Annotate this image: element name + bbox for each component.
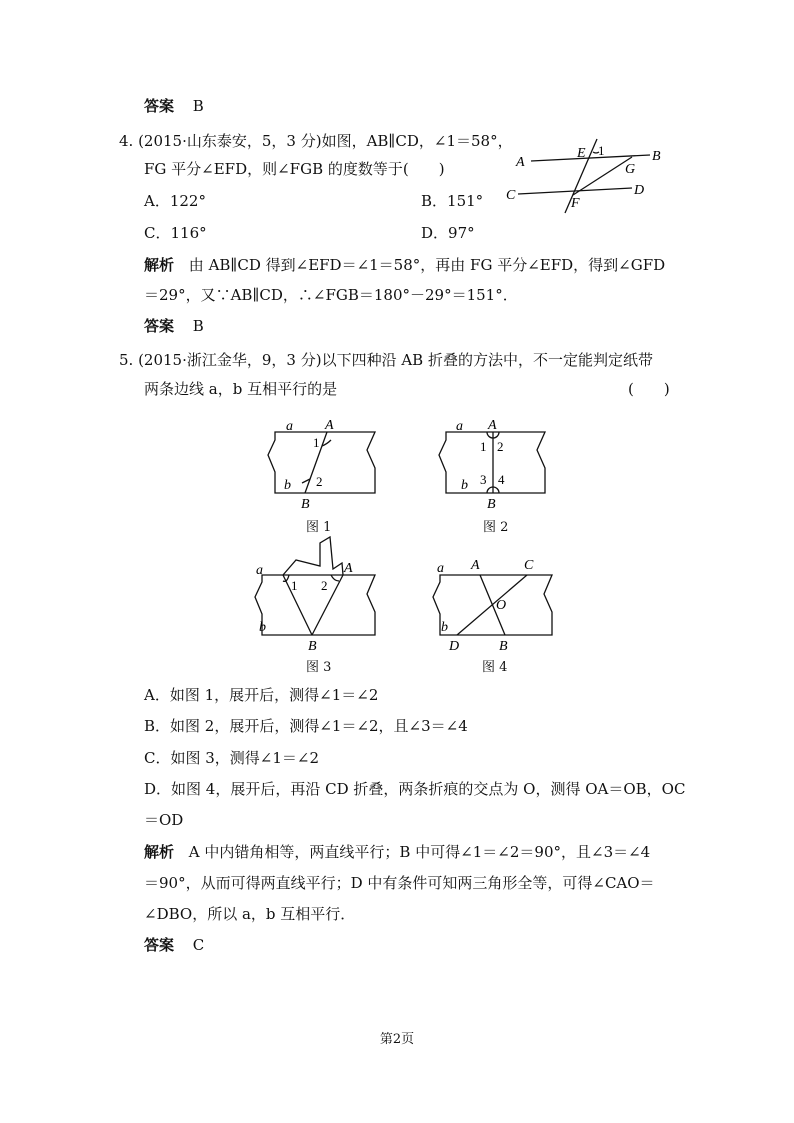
option-b: B．151°: [421, 192, 484, 210]
label-a: A: [325, 418, 334, 433]
label-d: D: [449, 639, 460, 654]
angle-2: 2: [321, 578, 328, 593]
question-5-line-2: 两条边线 a，b 互相平行的是: [144, 380, 338, 398]
angle-1-arc: [593, 152, 599, 153]
edge-a: a: [256, 563, 263, 578]
page-number: 第2页: [379, 1032, 415, 1047]
edge-a: a: [456, 419, 463, 434]
answer-label: 答案: [144, 317, 175, 335]
folded-flap: [283, 537, 343, 575]
analysis-2-line-2: ＝90°，从而可得两直线平行；D 中有条件可知两三角形全等，可得∠CAO＝: [144, 874, 655, 892]
answer-value: C: [192, 936, 205, 954]
line-ab: [531, 155, 650, 161]
line-fg: [573, 157, 632, 195]
option-5d-line-1: D．如图 4，展开后，再沿 CD 折叠，两条折痕的交点为 O，测得 OA＝OB，OC: [144, 780, 686, 798]
answer-label: 答案: [144, 936, 175, 954]
angle-2: 2: [316, 474, 323, 489]
label-g: G: [625, 162, 636, 177]
edge-b: b: [259, 620, 266, 635]
label-c: C: [506, 188, 516, 203]
label-e: E: [577, 146, 586, 161]
label-a: A: [516, 155, 525, 170]
option-5c: C．如图 3，测得∠1＝∠2: [144, 749, 320, 767]
question-5-line-1: 5. (2015·浙江金华，9，3 分)以下四种沿 AB 折叠的方法中，不一定能判定纸带: [119, 351, 653, 369]
analysis-text: A 中内错角相等，两直线平行；B 中可得∠1＝∠2＝90°，且∠3＝∠4: [188, 843, 651, 861]
line-ef: [565, 139, 597, 213]
edge-b: b: [461, 478, 468, 493]
analysis-line-1: [144, 255, 665, 275]
label-a: A: [471, 558, 480, 573]
option-row-1: [144, 191, 206, 211]
fold-ab: [480, 575, 505, 635]
label-b: B: [308, 639, 317, 654]
angle-4: 4: [498, 472, 505, 487]
edge-a: a: [437, 561, 444, 576]
analysis-2-line-1: [144, 842, 650, 862]
angle-3: 3: [480, 472, 487, 487]
strip-outline: [268, 432, 375, 493]
option-5d-line-2: ＝OD: [144, 811, 184, 829]
label-a: A: [344, 561, 353, 576]
right-angle-arc: [487, 432, 499, 438]
label-o: O: [496, 598, 507, 613]
figure-1-caption: 图 1: [306, 520, 332, 535]
question-4-line-2: FG 平分∠EFD，则∠FGB 的度数等于( ): [144, 160, 445, 178]
angle-arc: [283, 575, 289, 581]
answer-line-2: [144, 316, 204, 336]
analysis-line-2: ＝29°，又∵AB∥CD，∴∠FGB＝180°－29°＝151°．: [144, 286, 518, 304]
question-5-bracket: ( ): [628, 380, 670, 398]
label-angle-1: 1: [598, 143, 605, 158]
fold-left: [283, 575, 312, 635]
edge-a: a: [286, 419, 293, 434]
answer-label: 答案: [144, 97, 175, 115]
strip-outline: [439, 432, 545, 493]
angle-arc: [331, 575, 339, 581]
strip-outline: [433, 575, 552, 635]
question-4-line-1: 4. (2015·山东泰安，5，3 分)如图，AB∥CD，∠1＝58°，: [119, 132, 513, 150]
edge-b: b: [284, 478, 291, 493]
answer-value: B: [192, 97, 204, 115]
analysis-label: 解析: [144, 843, 175, 861]
analysis-text: 由 AB∥CD 得到∠EFD＝∠1＝58°，再由 FG 平分∠EFD，得到∠GFD: [188, 256, 666, 274]
label-f: F: [571, 196, 580, 211]
angle-arc: [322, 440, 331, 446]
option-5a: A．如图 1，展开后，测得∠1＝∠2: [144, 686, 379, 704]
label-c: C: [524, 558, 534, 573]
label-b: B: [487, 497, 496, 512]
option-5b: B．如图 2，展开后，测得∠1＝∠2，且∠3＝∠4: [144, 717, 468, 735]
angle-1: 1: [313, 435, 320, 450]
analysis-2-line-3: ∠DBO，所以 a，b 互相平行．: [144, 905, 356, 923]
figure-2-caption: 图 2: [483, 520, 509, 535]
label-d: D: [634, 183, 645, 198]
option-a: A．122°: [144, 192, 206, 210]
option-d: D．97°: [421, 224, 475, 242]
label-b: B: [652, 149, 661, 164]
angle-2: 2: [497, 439, 504, 454]
answer-line-3: [144, 935, 204, 955]
figure-4-caption: 图 4: [482, 660, 508, 675]
analysis-label: 解析: [144, 256, 175, 274]
angle-arc: [302, 479, 310, 483]
label-b: B: [301, 497, 310, 512]
strip-outline: [255, 575, 375, 635]
angle-1: 1: [480, 439, 487, 454]
option-c: C．116°: [144, 224, 207, 242]
answer-line-1: [144, 96, 204, 116]
line-cd: [518, 188, 632, 194]
fold-cd: [457, 575, 527, 635]
right-angle-arc: [487, 487, 499, 493]
fold-line-ab: [305, 432, 327, 493]
fold-right: [312, 575, 343, 635]
answer-value: B: [192, 317, 204, 335]
figure-3-caption: 图 3: [306, 660, 332, 675]
label-a: A: [488, 418, 497, 433]
label-b: B: [499, 639, 508, 654]
edge-b: b: [441, 620, 448, 635]
angle-1: 1: [291, 578, 298, 593]
